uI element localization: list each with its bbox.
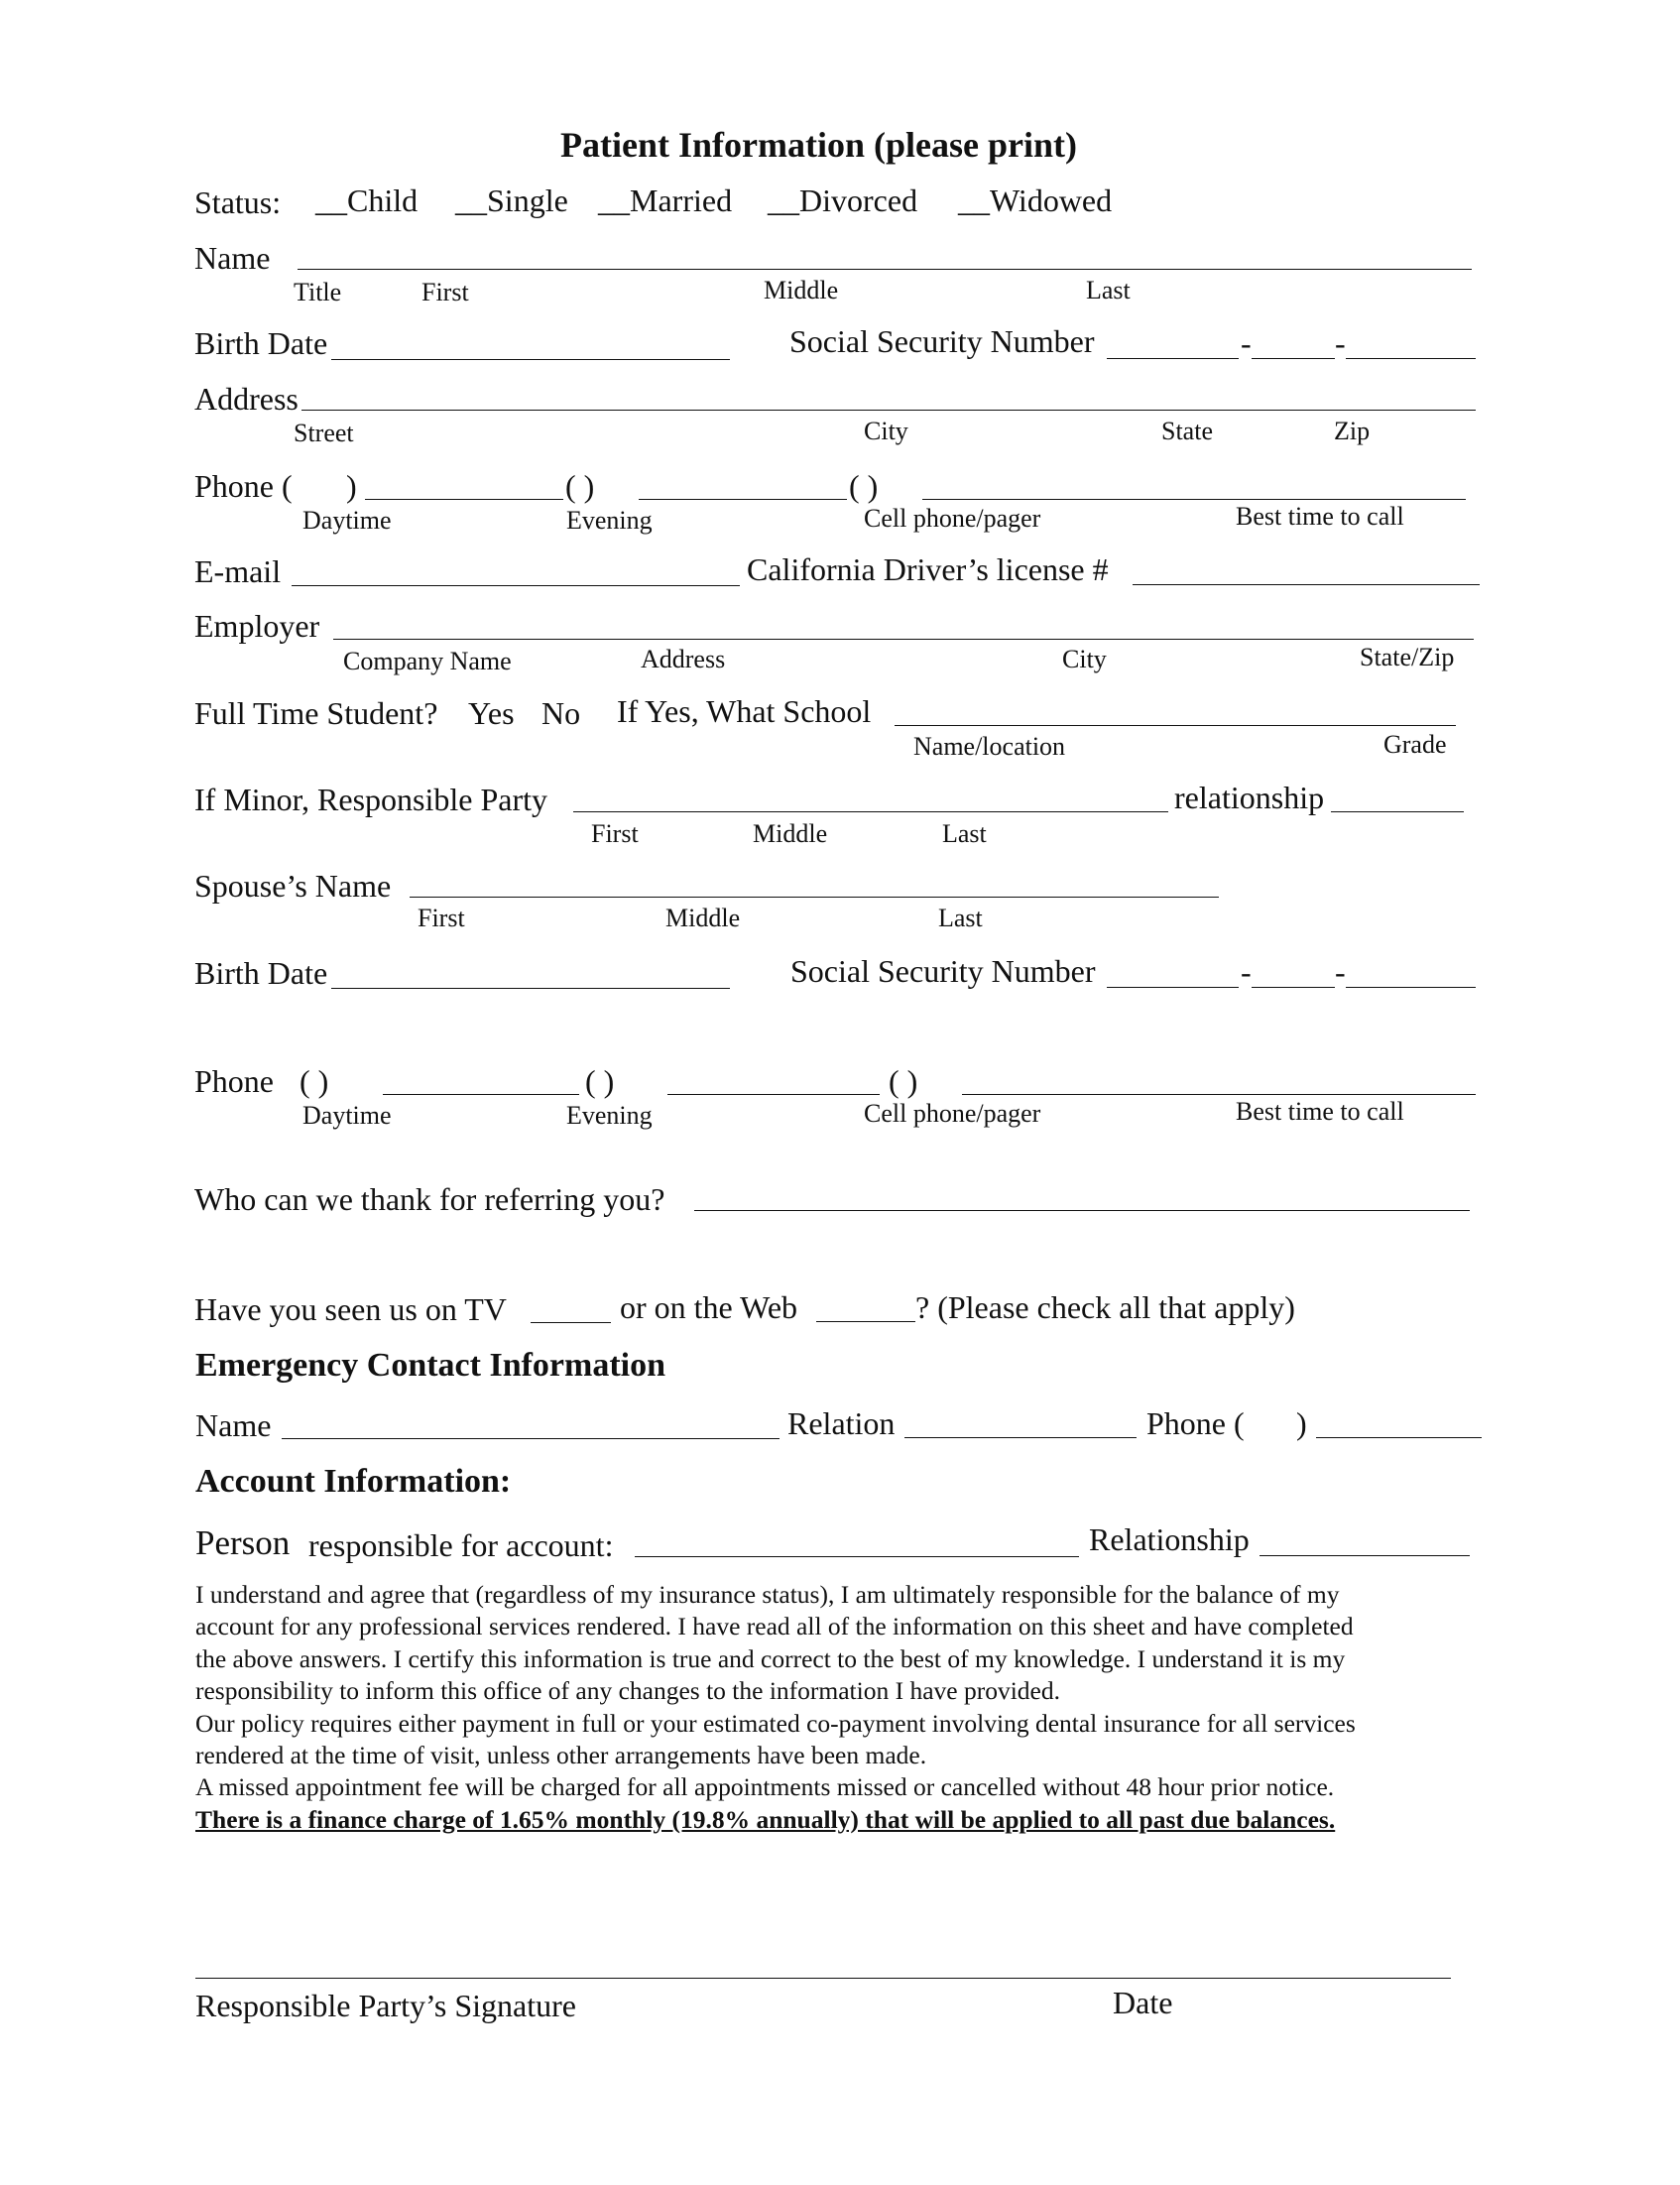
school-field[interactable] xyxy=(895,725,1456,726)
name-last-caption: Last xyxy=(1086,276,1131,304)
employer-statezip-caption: State/Zip xyxy=(1360,643,1455,671)
school-label: If Yes, What School xyxy=(617,693,872,729)
check-all-note: ? (Please check all that apply) xyxy=(915,1289,1295,1325)
phone-besttime-caption: Best time to call xyxy=(1236,502,1404,531)
spouse-phone-cell-caption: Cell phone/pager xyxy=(864,1099,1041,1128)
signature-label: Responsible Party’s Signature xyxy=(195,1988,576,2023)
phone-evening-caption: Evening xyxy=(566,506,653,535)
status-label: Status: xyxy=(194,184,282,220)
emergency-name-field[interactable] xyxy=(282,1438,780,1439)
school-grade-caption: Grade xyxy=(1383,730,1447,759)
address-street-caption: Street xyxy=(294,419,354,447)
spouse-ssn-part3-field[interactable] xyxy=(1346,987,1476,988)
phone-cell-paren: ( ) xyxy=(849,468,879,504)
spouse-name-field[interactable] xyxy=(410,897,1219,898)
employer-label: Employer xyxy=(194,608,320,644)
employer-address-caption: Address xyxy=(641,645,726,673)
phone-evening-paren: ( ) xyxy=(565,468,595,504)
ssn-dash: - xyxy=(1335,954,1346,990)
employer-city-caption: City xyxy=(1062,645,1107,673)
phone-cell-field[interactable] xyxy=(922,499,1466,500)
account-person-label: Person xyxy=(195,1523,291,1562)
name-title-caption: Title xyxy=(294,278,342,306)
spouse-first-caption: First xyxy=(418,904,465,932)
tv-question: Have you seen us on TV xyxy=(194,1291,507,1327)
phone-evening-field[interactable] xyxy=(639,499,847,500)
school-name-caption: Name/location xyxy=(913,732,1066,761)
emergency-phone-label: Phone ( xyxy=(1146,1405,1245,1441)
ssn-label: Social Security Number xyxy=(789,323,1095,359)
emergency-relation-label: Relation xyxy=(787,1405,896,1441)
ssn-part2-field[interactable] xyxy=(1252,358,1335,359)
phone-cell-caption: Cell phone/pager xyxy=(864,504,1041,533)
drivers-license-label: California Driver’s license # xyxy=(747,551,1109,587)
account-person-field[interactable] xyxy=(635,1556,1079,1557)
spouse-phone-daytime-caption: Daytime xyxy=(302,1101,392,1130)
spouse-phone-besttime-caption: Best time to call xyxy=(1236,1097,1404,1126)
spouse-phone-evening-caption: Evening xyxy=(566,1101,653,1130)
name-label: Name xyxy=(194,240,271,276)
phone-daytime-field[interactable] xyxy=(365,499,563,500)
birth-date-field[interactable] xyxy=(331,359,730,360)
account-relationship-field[interactable] xyxy=(1260,1555,1470,1556)
account-heading: Account Information: xyxy=(195,1463,512,1500)
address-field[interactable] xyxy=(301,410,1476,411)
spouse-phone-daytime-field[interactable] xyxy=(383,1094,579,1095)
minor-label: If Minor, Responsible Party xyxy=(194,782,548,817)
ssn-dash: - xyxy=(1241,954,1252,990)
page-title: Patient Information (please print) xyxy=(560,125,1077,165)
emergency-heading: Emergency Contact Information xyxy=(195,1347,666,1384)
emergency-phone-field[interactable] xyxy=(1316,1437,1482,1438)
emergency-phone-paren-close: ) xyxy=(1296,1405,1307,1441)
student-question: Full Time Student? xyxy=(194,695,438,731)
status-married-option[interactable]: __Married xyxy=(598,182,733,218)
policy-text xyxy=(195,1579,1475,1836)
account-relationship-label: Relationship xyxy=(1089,1521,1250,1557)
responsible-party-field[interactable] xyxy=(573,811,1168,812)
spouse-ssn-part2-field[interactable] xyxy=(1252,987,1335,988)
policy-line: the above answers. I certify this information is true and correct to the best of my knowledge. I understand it is my xyxy=(195,1643,1346,1673)
signature-field[interactable] xyxy=(195,1978,1451,1979)
spouse-phone-label: Phone xyxy=(194,1063,274,1099)
spouse-birth-date-field[interactable] xyxy=(331,988,730,989)
minor-last-caption: Last xyxy=(942,819,987,848)
spouse-phone-daytime-paren: ( ) xyxy=(300,1063,329,1099)
spouse-phone-evening-paren: ( ) xyxy=(585,1063,615,1099)
email-field[interactable] xyxy=(292,585,740,586)
spouse-phone-evening-field[interactable] xyxy=(667,1094,880,1095)
employer-company-caption: Company Name xyxy=(343,647,512,675)
spouse-middle-caption: Middle xyxy=(665,904,741,932)
policy-line: rendered at the time of visit, unless other arrangements have been made. xyxy=(195,1741,927,1770)
phone-paren-close: ) xyxy=(346,468,357,504)
web-question: or on the Web xyxy=(620,1289,798,1325)
status-single-option[interactable]: __Single xyxy=(455,182,568,218)
tv-check-field[interactable] xyxy=(531,1322,611,1323)
spouse-last-caption: Last xyxy=(938,904,983,932)
status-widowed-option[interactable]: __Widowed xyxy=(958,182,1113,218)
finance-charge-notice: There is a finance charge of 1.65% monthly (19.8% annually) that will be applied to all past due balances. xyxy=(195,1804,1336,1834)
address-zip-caption: Zip xyxy=(1334,417,1371,445)
policy-line: responsibility to inform this office of any changes to the information I have provided. xyxy=(195,1676,1060,1706)
address-city-caption: City xyxy=(864,417,908,445)
drivers-license-field[interactable] xyxy=(1133,584,1480,585)
emergency-relation-field[interactable] xyxy=(904,1437,1137,1438)
relationship-label: relationship xyxy=(1174,780,1325,815)
ssn-part3-field[interactable] xyxy=(1346,358,1476,359)
student-no-option[interactable]: No xyxy=(541,695,581,731)
ssn-part1-field[interactable] xyxy=(1107,358,1239,359)
ssn-dash: - xyxy=(1241,325,1252,361)
spouse-ssn-label: Social Security Number xyxy=(790,953,1096,989)
minor-first-caption: First xyxy=(591,819,639,848)
email-label: E-mail xyxy=(194,553,282,589)
web-check-field[interactable] xyxy=(816,1321,915,1322)
referral-field[interactable] xyxy=(694,1210,1470,1211)
name-field[interactable] xyxy=(298,269,1472,270)
policy-line: Our policy requires either payment in full or your estimated co-payment involving dental insurance for all services xyxy=(195,1708,1356,1738)
signature-date-label: Date xyxy=(1113,1985,1173,2020)
address-state-caption: State xyxy=(1161,417,1213,445)
spouse-label: Spouse’s Name xyxy=(194,868,392,904)
emergency-name-label: Name xyxy=(195,1407,272,1443)
referral-label: Who can we thank for referring you? xyxy=(194,1181,665,1217)
policy-line: account for any professional services rendered. I have read all of the information on this sheet and have completed xyxy=(195,1612,1354,1641)
address-label: Address xyxy=(194,381,299,417)
phone-label: Phone ( xyxy=(194,468,293,504)
student-yes-option[interactable]: Yes xyxy=(468,695,515,731)
status-child-option[interactable]: __Child xyxy=(315,182,419,218)
policy-line: I understand and agree that (regardless of my insurance status), I am ultimately responsible for the balance of my xyxy=(195,1580,1340,1609)
name-first-caption: First xyxy=(421,278,469,306)
spouse-phone-cell-field[interactable] xyxy=(962,1094,1476,1095)
account-responsible-label: responsible for account: xyxy=(308,1527,614,1563)
spouse-birth-date-label: Birth Date xyxy=(194,955,328,991)
policy-line: A missed appointment fee will be charged for all appointments missed or cancelled without 48 hour prior notice. xyxy=(195,1772,1335,1802)
name-middle-caption: Middle xyxy=(764,276,839,304)
spouse-phone-cell-paren: ( ) xyxy=(889,1063,918,1099)
ssn-dash: - xyxy=(1335,325,1346,361)
birth-date-label: Birth Date xyxy=(194,325,328,361)
phone-daytime-caption: Daytime xyxy=(302,506,392,535)
employer-field[interactable] xyxy=(333,639,1474,640)
minor-relationship-field[interactable] xyxy=(1331,811,1464,812)
status-divorced-option[interactable]: __Divorced xyxy=(768,182,918,218)
spouse-ssn-part1-field[interactable] xyxy=(1107,987,1239,988)
minor-middle-caption: Middle xyxy=(753,819,828,848)
